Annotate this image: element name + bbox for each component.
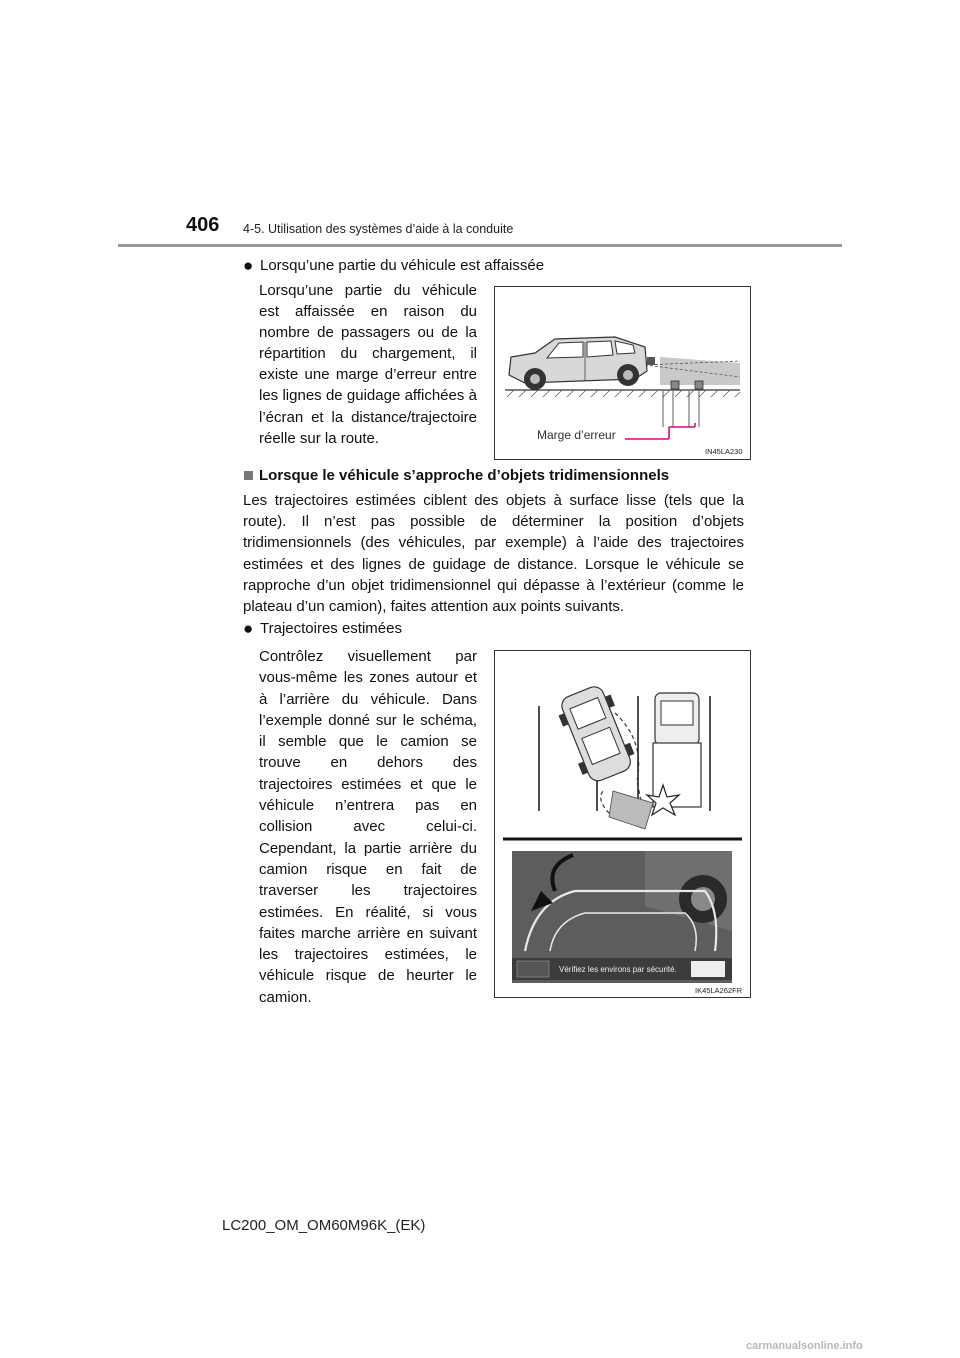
section-title: 4-5. Utilisation des systèmes d’aide à la conduite — [243, 222, 514, 236]
figure-label-margin: Marge d’erreur — [537, 428, 616, 442]
subsection-heading-3d-objects: Lorsque le véhicule s’approche d’objets tridimensionnels — [259, 467, 670, 484]
watermark: carmanualsonline.info — [746, 1340, 863, 1352]
screen-message: Vérifiez les environs par sécurité. — [559, 965, 677, 974]
suv-icon — [509, 337, 655, 390]
figure-estimated-trajectories — [494, 650, 751, 998]
parking-illustration — [495, 651, 750, 997]
paragraph-sagging: Lorsqu’une partie du véhicule est affaissée en raison du nombre de passagers ou de la répartition du chargement, il existe une marge d’erreur entre les lignes de guidage affichées à l’écran et la distance/trajectoire réelle sur la route. — [259, 282, 477, 447]
page-number: 406 — [186, 214, 220, 236]
figure-margin-of-error — [494, 286, 751, 460]
square-bullet-icon — [244, 471, 253, 480]
subsection-label-sagging: Lorsqu’une partie du véhicule est affaissée — [260, 257, 545, 274]
object-marker — [671, 381, 679, 389]
paragraph-3d-objects: Les trajectoires estimées ciblent des objets à surface lisse (tels que la route). Il n’est pas possible de déterminer la position d’objets tridimensionnels (des véhicules, par exemple) à l’aide des trajectoires estimées et des lignes de guidage de distance. Lorsque le véhicule se rapproche d’un objet tridimensionnel qui dépasse à l’extérieur (comme le plateau d’un camion), faites attention aux points suivants. — [243, 492, 744, 616]
truck-icon — [653, 693, 701, 807]
bullet-icon: ● — [243, 619, 254, 638]
figure-code: IK45LA262FR — [695, 986, 743, 995]
reversing-suv-icon — [553, 682, 639, 786]
header-divider — [118, 244, 842, 247]
bullet-icon: ● — [243, 256, 254, 275]
object-marker — [695, 381, 703, 389]
document-code: LC200_OM_OM60M96K_(EK) — [222, 1217, 426, 1234]
sagging-vehicle-illustration — [495, 287, 750, 459]
paragraph-trajectories: Contrôlez visuellement par vous-même les zones autour et à l’arrière du véhicule. Dans l’exemple donné sur le schéma, il semble que le camion se trouve en dehors des trajectoires estimées et que le véhicule n’entrera pas en collision avec celui-ci. Cependant, la partie arrière du camion risque en fait de traverser les trajectoires estimées. En réalité, si vous faites marche arrière en suivant les trajectoires estimées, le véhicule risque de heurter le camion. — [259, 648, 477, 1006]
figure-code: IN45LA230 — [705, 447, 743, 456]
subsection-label-trajectories: Trajectoires estimées — [260, 620, 402, 637]
